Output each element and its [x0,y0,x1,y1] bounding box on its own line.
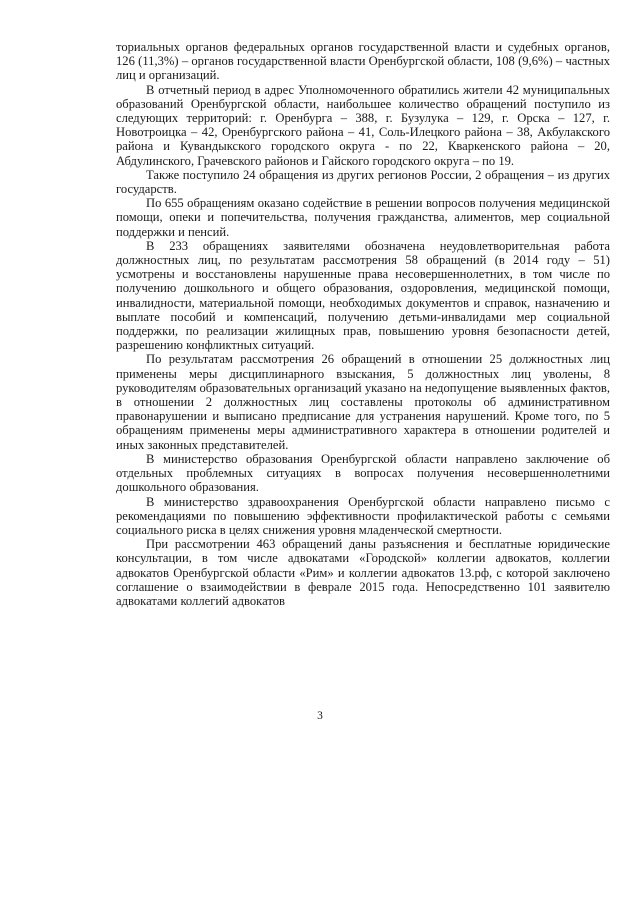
paragraph-territories: В отчетный период в адрес Уполномоченного обратились жители 42 муниципальных образований Оренбургской области, наибольшее количество обращений поступило из следующих территорий: г. Оренбурга – 388, г. Бузулука – 129, г. Орска – 127, г. Новотроицка – 42, Оренбургского района – 41, Соль-Илецкого района – 38, Акбулакского района и Кувандыкского городского округа - по 22, Кваркенского района – 20, Абдулинского, Грачевского районов и Гайского городского округа – по 19. [116,82,610,168]
paragraph-disciplinary-measures: По результатам рассмотрения 26 обращений в отношении 25 должностных лиц применены меры дисциплинарного взыскания, 5 должностных лиц уволены, 8 руководителям образовательных организаций указано на недопущение выявленных фактов, в отношении 2 должностных лиц составлены протоколы об административном правонарушении и выписано предписание для устранения нарушений. Кроме того, по 5 обращениям применены меры административного характера в отношении родителей и иных законных представителей. [116,352,610,452]
paragraph-continuation: ториальных органов федеральных органов государственной власти и судебных органов, 126 (11,3%) – органов государственной власти Оренбургской области, 108 (9,6%) – частных лиц и организаций. [116,40,610,83]
paragraph-legal-consultations: При рассмотрении 463 обращений даны разъяснения и бесплатные юридические консультации, в том числе адвокатами «Городской» коллегии адвокатов, коллегии адвокатов Оренбургской области «Рим» и коллегии адвокатов 13.рф, с которой заключено соглашение о взаимодействии в феврале 2015 года. Непосредственно 101 заявителю адвокатами коллегий адвокатов [116,537,610,608]
paragraph-other-regions: Также поступило 24 обращения из других регионов России, 2 обращения – из других государств. [116,167,610,197]
page-number: 3 [317,710,323,722]
paragraph-ministry-education: В министерство образования Оренбургской области направлено заключение об отдельных проблемных ситуациях в вопросах получения несовершеннолетними дошкольного образования. [116,451,610,495]
paragraph-ministry-health: В министерство здравоохранения Оренбургской области направлено письмо с рекомендациями по повышению эффективности профилактической работы с семьями социального риска в целях снижения уровня младенческой смертности. [116,494,610,537]
paragraph-unsatisfactory-work: В 233 обращениях заявителями обозначена неудовлетворительная работа должностных лиц, по результатам рассмотрения 58 обращений (в 2014 году – 51) усмотрены и восстановлены нарушенные права несовершеннолетних, в том числе по получению дошкольного и общего образования, оздоровления, медицинской помощи, инвалидности, материальной помощи, необходимых документов и справок, назначению и выплате пособий и компенсаций, получению детьми-инвалидами мер социальной поддержки, по реализации жилищных прав, повышению уровня безопасности детей, разрешению конфликтных ситуаций. [116,238,610,353]
body-text [116,40,610,608]
paragraph-assistance: По 655 обращениям оказано содействие в решении вопросов получения медицинской помощи, опеки и попечительства, получения гражданства, алиментов, мер социальной поддержки и пенсий. [116,196,610,239]
